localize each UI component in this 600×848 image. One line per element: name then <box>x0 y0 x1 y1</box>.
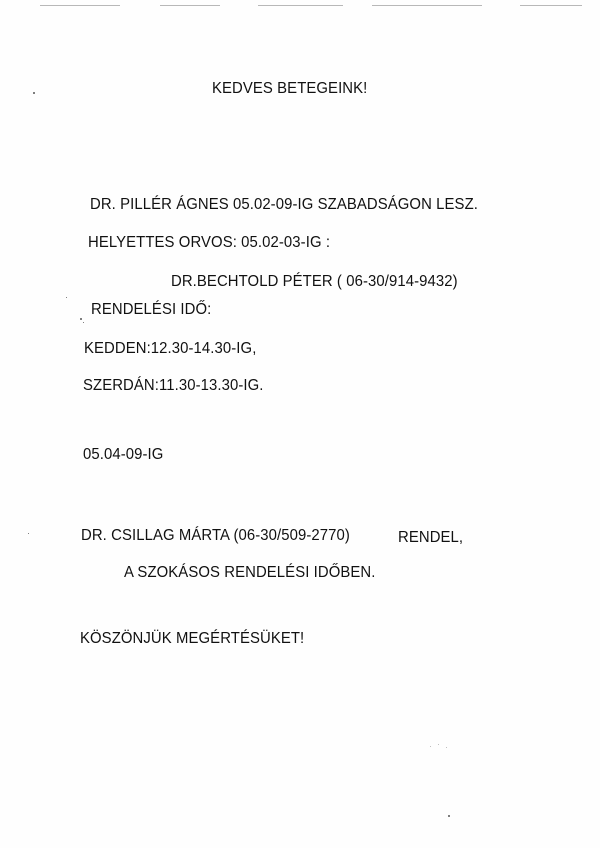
scan-speck <box>83 322 84 323</box>
scan-edge-mark <box>160 5 220 6</box>
closing-line: KÖSZÖNJÜK MEGÉRTÉSÜKET! <box>80 630 305 647</box>
scan-speck <box>446 747 447 748</box>
usual-hours-line: A SZOKÁSOS RENDELÉSI IDŐBEN. <box>124 564 376 581</box>
second-substitute: DR. CSILLAG MÁRTA (06-30/509-2770) <box>81 527 350 544</box>
scan-edge-mark <box>372 5 482 6</box>
scan-speck <box>80 318 82 320</box>
scan-speck <box>430 746 431 747</box>
scan-speck <box>33 92 35 94</box>
absence-line: DR. PILLÉR ÁGNES 05.02-09-IG SZABADSÁGON LESZ. <box>90 196 478 213</box>
wednesday-hours: SZERDÁN:11.30-13.30-IG. <box>83 377 264 394</box>
substitute-name: DR.BECHTOLD PÉTER ( 06-30/914-9432) <box>171 273 458 290</box>
scan-speck <box>448 815 450 817</box>
second-substitute-action: RENDEL, <box>398 529 464 546</box>
scan-speck <box>438 744 439 745</box>
hours-label: RENDELÉSI IDŐ: <box>91 301 212 318</box>
notice-heading: KEDVES BETEGEINK! <box>212 80 368 97</box>
scan-edge-mark <box>40 5 120 6</box>
scan-speck <box>66 297 67 298</box>
scan-edge-mark <box>520 5 582 6</box>
scan-edge-mark <box>258 5 343 6</box>
substitute-label: HELYETTES ORVOS: 05.02-03-IG : <box>88 234 331 251</box>
second-period: 05.04-09-IG <box>83 446 164 463</box>
scan-speck <box>28 533 29 534</box>
tuesday-hours: KEDDEN:12.30-14.30-IG, <box>84 340 257 357</box>
